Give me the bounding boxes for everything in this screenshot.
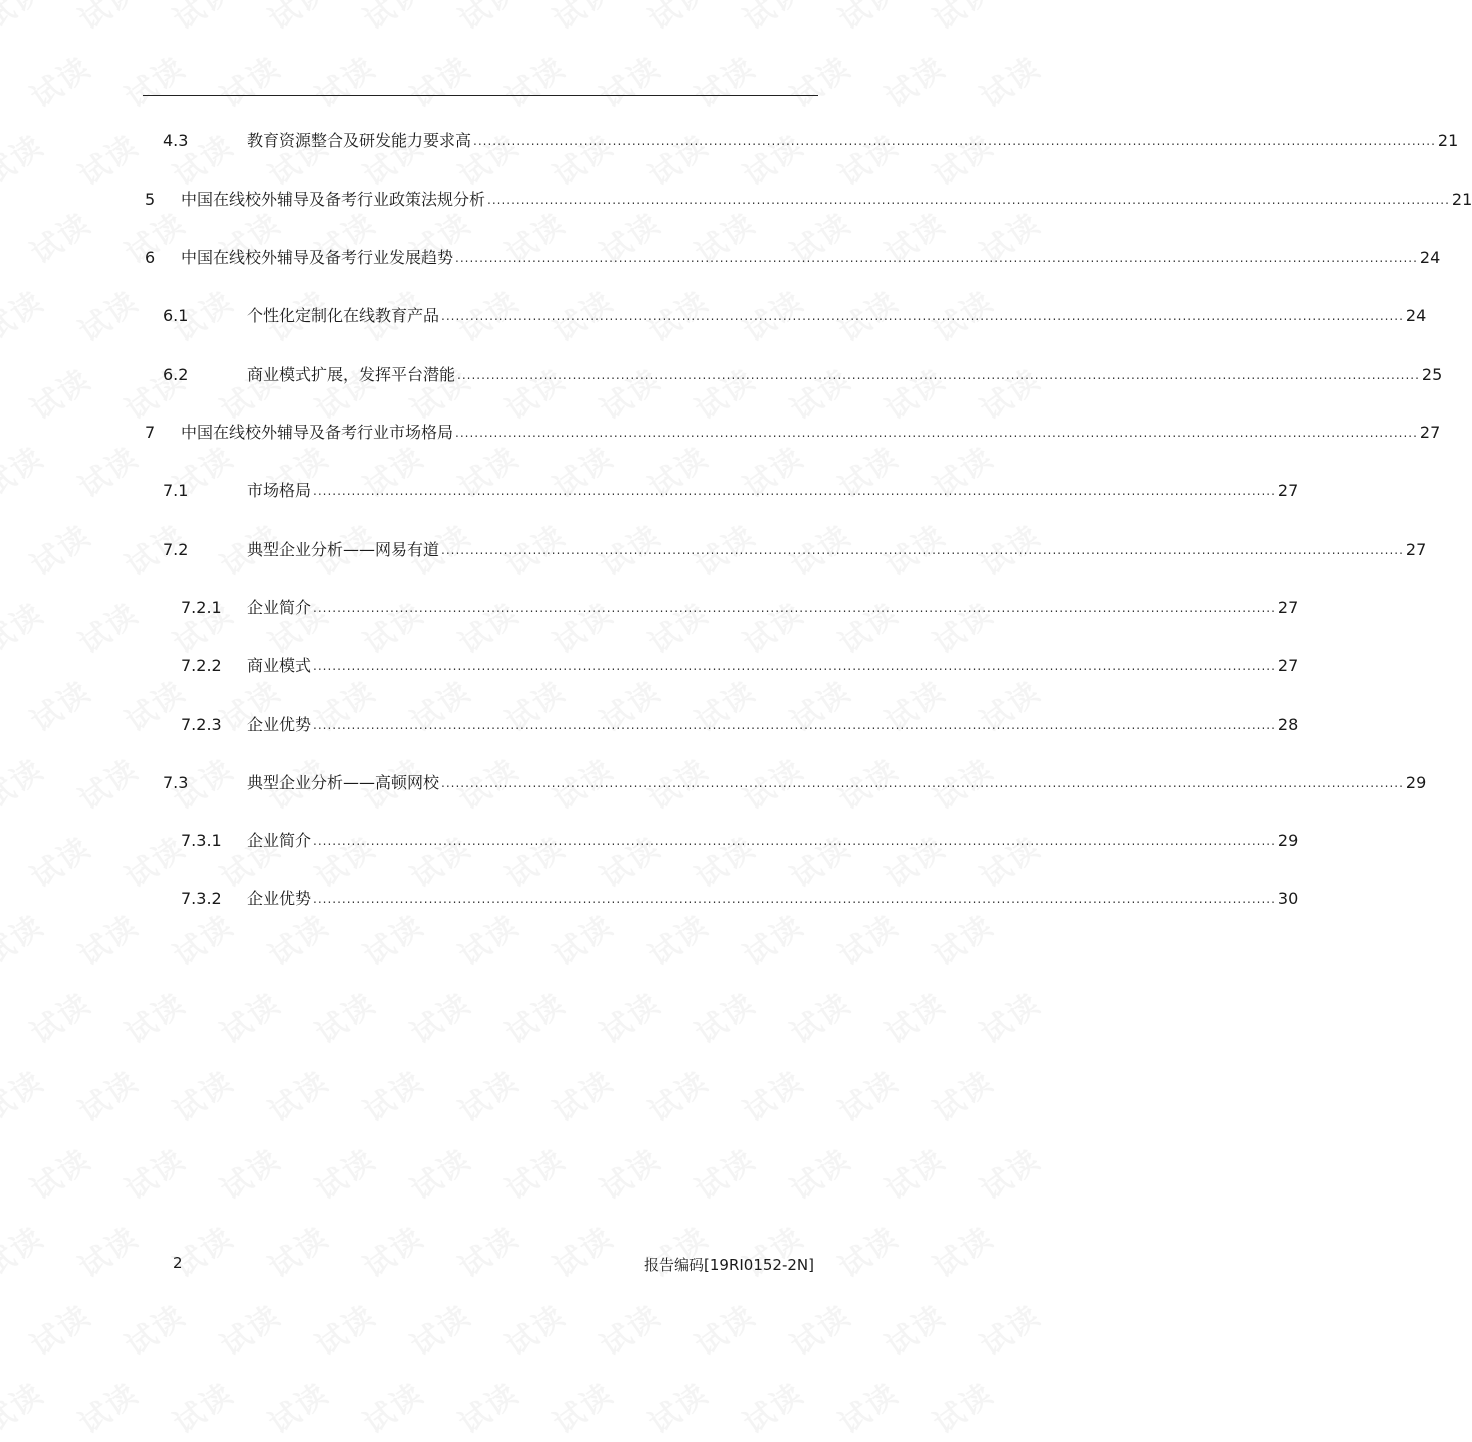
watermark-text [828, 1058, 906, 1131]
watermark-text [685, 1136, 763, 1209]
watermark-text [638, 1058, 716, 1131]
toc-title: 商业模式扩展，发挥平台潜能 [247, 365, 456, 384]
toc-number: 6.1 [163, 306, 189, 325]
watermark-text [590, 1136, 668, 1209]
watermark-text [780, 1136, 858, 1209]
toc-number: 7.3.2 [181, 889, 222, 908]
toc-title: 中国在线校外辅导及备考行业政策法规分析 [181, 190, 486, 209]
watermark-text [353, 1214, 431, 1287]
watermark-text [448, 1370, 526, 1442]
toc-entry[interactable] [0, 421, 1441, 445]
watermark-text [638, 0, 716, 38]
watermark-text [970, 1292, 1048, 1365]
watermark-text [258, 902, 336, 975]
watermark-text [353, 902, 431, 975]
toc-page-number: 21 [1437, 131, 1459, 150]
watermark-text [543, 0, 621, 38]
toc-page-number: 27 [1419, 423, 1441, 442]
toc-leader: ........................................................................................................................................................................................................ [313, 718, 1276, 732]
watermark-text [448, 902, 526, 975]
watermark-text [400, 44, 478, 117]
toc-leader: ........................................................................................................................................................................................................ [457, 368, 1420, 382]
watermark-text [258, 1058, 336, 1131]
watermark-text [923, 0, 1001, 38]
watermark-text [353, 0, 431, 38]
toc-title: 教育资源整合及研发能力要求高 [247, 131, 472, 150]
watermark-text [305, 1292, 383, 1365]
toc-number: 7.2.3 [181, 715, 222, 734]
toc-entry[interactable] [0, 304, 1427, 328]
header-rule [143, 95, 818, 96]
toc-leader: ........................................................................................................................................................................................................ [313, 834, 1276, 848]
toc-page-number: 27 [1277, 656, 1299, 675]
watermark-text [875, 1136, 953, 1209]
footer-page-number: 2 [173, 1254, 183, 1272]
toc-leader: ........................................................................................................................................................................................................ [313, 892, 1276, 906]
toc-entry[interactable] [0, 246, 1441, 270]
watermark-text [828, 0, 906, 38]
watermark-text [163, 902, 241, 975]
watermark-text [543, 1214, 621, 1287]
watermark-text [163, 0, 241, 38]
watermark-text [0, 1370, 51, 1442]
toc-number: 7.3 [163, 773, 189, 792]
toc-number: 4.3 [163, 131, 189, 150]
toc-entry[interactable] [0, 479, 1299, 503]
watermark-text [638, 902, 716, 975]
toc-leader: ........................................................................................................................................................................................................ [455, 251, 1418, 265]
watermark-text [163, 1214, 241, 1287]
watermark-text [353, 1058, 431, 1131]
footer-report-code: 报告编码[19RI0152-2N] [644, 1256, 814, 1274]
toc-page-number: 28 [1277, 715, 1299, 734]
watermark-text [400, 1292, 478, 1365]
watermark-text [828, 1370, 906, 1442]
watermark-text [733, 902, 811, 975]
watermark-text [543, 1058, 621, 1131]
toc-entry[interactable] [0, 363, 1443, 387]
watermark-text [733, 1370, 811, 1442]
watermark-text [210, 1136, 288, 1209]
toc-entry[interactable] [0, 654, 1299, 678]
watermark-text [258, 1370, 336, 1442]
watermark-text [780, 44, 858, 117]
watermark-text [875, 980, 953, 1053]
toc-page-number: 25 [1421, 365, 1443, 384]
watermark-text [923, 902, 1001, 975]
watermark-text [68, 0, 146, 38]
toc-title: 商业模式 [247, 656, 312, 675]
toc-page-number: 29 [1405, 773, 1427, 792]
watermark-text [780, 980, 858, 1053]
toc-number: 7.2.1 [181, 598, 222, 617]
watermark-text [305, 1136, 383, 1209]
toc-page-number: 27 [1405, 540, 1427, 559]
toc-title: 企业优势 [247, 715, 312, 734]
watermark-text [733, 1214, 811, 1287]
watermark-text [0, 1214, 51, 1287]
watermark-text [495, 44, 573, 117]
watermark-text [733, 1058, 811, 1131]
watermark-text [923, 1214, 1001, 1287]
toc-number: 6 [145, 248, 156, 267]
watermark-text [115, 1292, 193, 1365]
toc-entry[interactable] [0, 713, 1299, 737]
watermark-text [495, 980, 573, 1053]
watermark-text [163, 1058, 241, 1131]
toc-leader: ........................................................................................................................................................................................................ [313, 601, 1276, 615]
watermark-text [305, 44, 383, 117]
watermark-text [590, 980, 668, 1053]
watermark-text [923, 1058, 1001, 1131]
watermark-text [495, 1292, 573, 1365]
watermark-text [733, 0, 811, 38]
watermark-text [495, 1136, 573, 1209]
watermark-text [685, 980, 763, 1053]
watermark-text [780, 1292, 858, 1365]
watermark-text [590, 1292, 668, 1365]
toc-number: 7 [145, 423, 156, 442]
watermark-text [685, 1292, 763, 1365]
watermark-text [448, 1058, 526, 1131]
toc-entry[interactable] [0, 188, 1472, 212]
toc-number: 5 [145, 190, 156, 209]
watermark-text [163, 1370, 241, 1442]
watermark-text [20, 980, 98, 1053]
watermark-text [970, 980, 1048, 1053]
watermark-text [400, 1136, 478, 1209]
toc-number: 6.2 [163, 365, 189, 384]
toc-page-number: 29 [1277, 831, 1299, 850]
toc-leader: ........................................................................................................................................................................................................ [313, 659, 1276, 673]
toc-number: 7.2 [163, 540, 189, 559]
toc-title: 企业简介 [247, 598, 312, 617]
watermark-text [210, 980, 288, 1053]
watermark-text [685, 44, 763, 117]
watermark-text [543, 902, 621, 975]
watermark-text [258, 1214, 336, 1287]
watermark-text [638, 1214, 716, 1287]
toc-title: 中国在线校外辅导及备考行业市场格局 [181, 423, 454, 442]
watermark-text [638, 1370, 716, 1442]
watermark-text [68, 1214, 146, 1287]
watermark-text [875, 44, 953, 117]
watermark-text [210, 1292, 288, 1365]
toc-title: 中国在线校外辅导及备考行业发展趋势 [181, 248, 454, 267]
watermark-text [68, 902, 146, 975]
watermark-text [20, 1292, 98, 1365]
toc-page-number: 21 [1451, 190, 1472, 209]
toc-leader: ........................................................................................................................................................................................................ [441, 776, 1404, 790]
watermark-text [68, 1058, 146, 1131]
watermark-text [970, 44, 1048, 117]
toc-number: 7.1 [163, 481, 189, 500]
watermark-text [448, 1214, 526, 1287]
toc-title: 典型企业分析——高顿网校 [247, 773, 440, 792]
toc-entry[interactable] [0, 829, 1299, 853]
toc-leader: ........................................................................................................................................................................................................ [441, 543, 1404, 557]
toc-entry[interactable] [0, 596, 1299, 620]
toc-leader: ........................................................................................................................................................................................................ [441, 309, 1404, 323]
toc-entry[interactable] [0, 538, 1427, 562]
toc-title: 市场格局 [247, 481, 312, 500]
toc-leader: ........................................................................................................................................................................................................ [487, 193, 1450, 207]
watermark-text [115, 44, 193, 117]
toc-title: 个性化定制化在线教育产品 [247, 306, 440, 325]
toc-page-number: 27 [1277, 598, 1299, 617]
watermark-text [828, 1214, 906, 1287]
watermark-text [923, 1370, 1001, 1442]
toc-title: 典型企业分析——网易有道 [247, 540, 440, 559]
toc-number: 7.2.2 [181, 656, 222, 675]
toc-title: 企业优势 [247, 889, 312, 908]
toc-page-number: 24 [1405, 306, 1427, 325]
toc-number: 7.3.1 [181, 831, 222, 850]
watermark-text [970, 1136, 1048, 1209]
watermark-text [875, 1292, 953, 1365]
toc-page-number: 24 [1419, 248, 1441, 267]
watermark-text [828, 902, 906, 975]
watermark-text [448, 0, 526, 38]
watermark-text [400, 980, 478, 1053]
watermark-text [590, 44, 668, 117]
watermark-text [115, 980, 193, 1053]
toc-entry[interactable] [0, 887, 1299, 911]
toc-leader: ........................................................................................................................................................................................................ [313, 484, 1276, 498]
toc-entry[interactable] [0, 129, 1459, 153]
toc-leader: ........................................................................................................................................................................................................ [455, 426, 1418, 440]
watermark-text [115, 1136, 193, 1209]
toc-title: 企业简介 [247, 831, 312, 850]
toc-page-number: 27 [1277, 481, 1299, 500]
watermark-text [0, 902, 51, 975]
watermark-text [305, 980, 383, 1053]
watermark-text [210, 44, 288, 117]
watermark-text [20, 44, 98, 117]
toc-page-number: 30 [1277, 889, 1299, 908]
watermark-text [0, 0, 51, 38]
watermark-text [353, 1370, 431, 1442]
watermark-text [20, 1136, 98, 1209]
watermark-text [258, 0, 336, 38]
watermark-text [543, 1370, 621, 1442]
toc-entry[interactable] [0, 771, 1427, 795]
toc-leader: ........................................................................................................................................................................................................ [473, 134, 1436, 148]
watermark-text [68, 1370, 146, 1442]
watermark-text [0, 1058, 51, 1131]
